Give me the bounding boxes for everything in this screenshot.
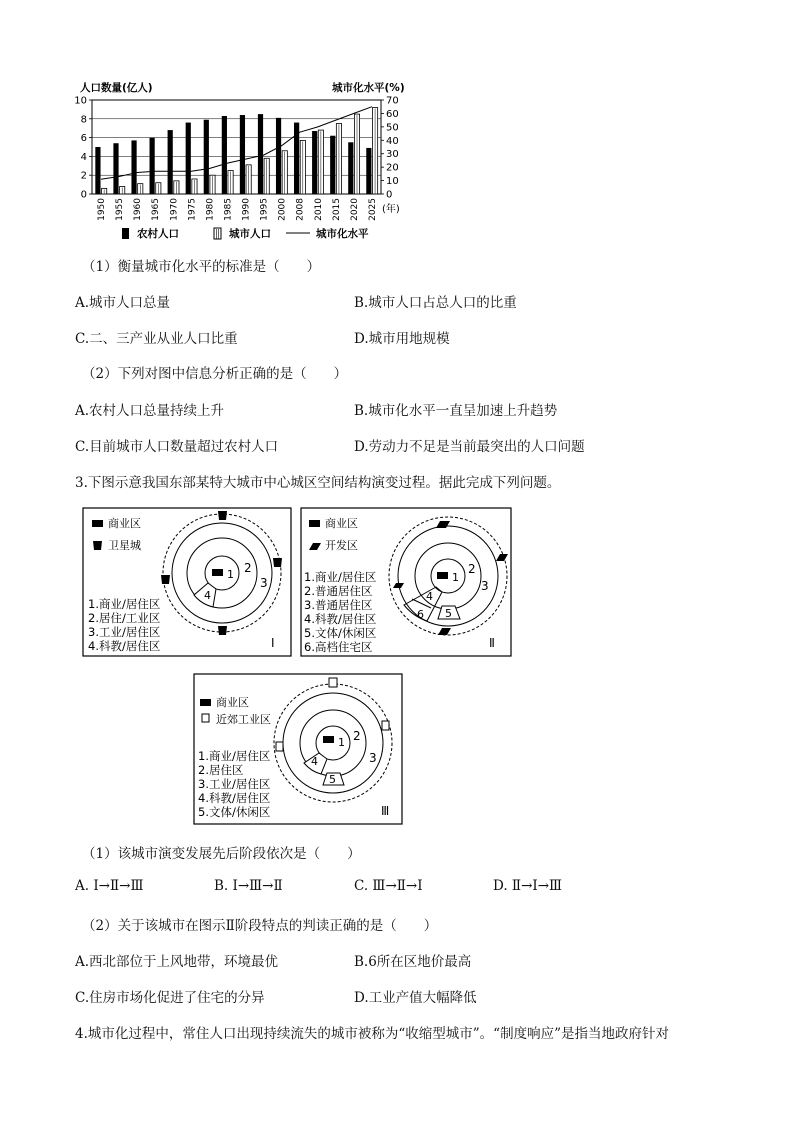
x-tick-label: 2015 (331, 198, 342, 221)
list-item: 1.商业/居住区 (198, 749, 271, 763)
commercial-area-icon (309, 520, 320, 527)
y-tick-label-right: 60 (386, 108, 399, 120)
commercial-area-icon (200, 699, 211, 706)
legend-line-label: 城市化水平 (316, 228, 369, 240)
y-tick-label-left: 2 (80, 170, 87, 182)
x-tick-label: 2000 (277, 198, 288, 221)
bar-rural-2025 (366, 148, 371, 194)
cbd-marker (437, 572, 448, 579)
diagram-label-3: Ⅲ (381, 804, 390, 818)
zone-2-label: 2 (468, 562, 476, 576)
zone-5-label: 5 (329, 773, 336, 786)
population-urbanization-chart (60, 76, 420, 246)
satellite-town-north-icon (218, 511, 227, 520)
y-tick-label-right: 20 (386, 162, 399, 174)
y-tick-label-right: 10 (386, 176, 399, 188)
list-item: 3.工业/居住区 (198, 777, 271, 791)
x-tick-label: 2020 (349, 198, 360, 221)
bar-rural-1950 (95, 147, 100, 194)
bar-rural-2010 (312, 131, 317, 194)
legend-rural-label: 农村人口 (137, 228, 179, 240)
list-item: 2.居住区 (198, 763, 244, 777)
list-item: 1.商业/居住区 (88, 597, 161, 611)
suburban-industry-west-icon (276, 742, 283, 751)
suburban-industry-icon (202, 714, 209, 722)
suburban-industry-north-icon (329, 678, 337, 687)
bar-rural-2020 (348, 142, 353, 194)
q2-sub1-stem: （1）衡量城市化水平的标准是（ ） (82, 259, 321, 275)
legend-development-zone: 开发区 (325, 539, 358, 552)
q3-sub1-option-a[interactable]: A. Ⅰ→Ⅱ→Ⅲ (75, 878, 144, 894)
legend-commercial: 商业区 (108, 517, 141, 530)
zone-3-label: 3 (481, 579, 489, 593)
q3-sub2-option-a[interactable]: A.西北部位于上风地带，环境最优 (75, 954, 279, 970)
zone-4-label: 4 (426, 590, 433, 603)
q4-stem: 4.城市化过程中，常住人口出现持续流失的城市被称为“收缩型城市”。“制度响应”是指当地政府针对 (75, 1026, 669, 1042)
x-tick-label: 2010 (313, 198, 324, 221)
list-item: 2.普通居住区 (304, 584, 373, 598)
x-tick-label: 1950 (97, 198, 108, 221)
bar-rural-1995 (258, 114, 263, 194)
list-item: 5.文体/休闲区 (304, 626, 377, 640)
city-structure-diagram-3 (193, 673, 403, 825)
x-tick-label: 1975 (187, 198, 198, 221)
zone-3-label: 3 (260, 576, 268, 590)
city-structure-diagram-1 (82, 507, 292, 657)
y-tick-label-left: 8 (80, 114, 87, 126)
x-tick-label: 1990 (241, 198, 252, 221)
bar-rural-1965 (150, 138, 155, 194)
bar-rural-1990 (240, 115, 245, 194)
legend-satellite-town: 卫星城 (108, 539, 141, 552)
cbd-marker (212, 569, 223, 576)
zone-1-label: 1 (227, 568, 234, 581)
zone-1-label: 1 (452, 571, 459, 584)
x-tick-label: 2008 (295, 198, 306, 221)
y-ticks-right (381, 96, 399, 201)
x-tick-label: 1980 (205, 198, 216, 221)
list-item: 1.商业/居住区 (304, 570, 377, 584)
q2-sub2-option-a[interactable]: A.农村人口总量持续上升 (75, 403, 225, 419)
list-item: 4.科教/居住区 (88, 639, 161, 653)
q3-sub2-option-b[interactable]: B.6所在区地价最高 (354, 954, 472, 970)
city-structure-diagram-2 (300, 507, 512, 657)
list-item: 2.居住/工业区 (88, 611, 161, 625)
legend-commercial: 商业区 (216, 696, 249, 709)
zone-2-label: 2 (353, 729, 361, 743)
x-unit-label: (年) (382, 204, 400, 215)
legend-urban-swatch (214, 228, 221, 239)
x-tick-label: 1995 (259, 198, 270, 221)
cbd-marker (323, 736, 334, 743)
suburban-industry-east-icon (382, 721, 389, 730)
y-axis-left-label: 人口数量(亿人) (80, 82, 153, 94)
legend-rural-swatch (122, 228, 129, 239)
zone-2-label: 2 (244, 561, 252, 575)
bar-rural-1985 (222, 116, 227, 194)
x-tick-label: 1960 (133, 198, 144, 221)
x-tick-label: 2025 (367, 198, 378, 221)
bar-rural-2015 (330, 136, 335, 194)
satellite-town-west-icon (161, 575, 170, 584)
y-tick-label-right: 50 (386, 122, 399, 134)
x-tick-label: 1965 (151, 198, 162, 221)
bar-rural-1980 (204, 120, 209, 194)
list-item: 3.普通居住区 (304, 598, 373, 612)
q2-sub1-option-c[interactable]: C.二、三产业从业人口比重 (75, 331, 238, 347)
satellite-town-south-icon (218, 626, 227, 635)
satellite-town-east-icon (273, 558, 282, 567)
zone-5-label: 5 (445, 607, 452, 620)
list-item: 3.工业/居住区 (88, 625, 161, 639)
legend-urban-label: 城市人口 (229, 228, 271, 240)
q3-sub2-option-d[interactable]: D.工业产值大幅降低 (354, 990, 477, 1006)
legend-commercial: 商业区 (325, 517, 358, 530)
satellite-town-icon (93, 541, 102, 550)
legend-suburban-industry: 近郊工业区 (216, 713, 271, 726)
zone-1-label: 1 (338, 736, 345, 749)
y-tick-label-left: 4 (80, 151, 87, 163)
q2-sub1-option-b[interactable]: B.城市人口占总人口的比重 (354, 295, 517, 311)
diagram-label-1: Ⅰ (271, 636, 275, 650)
list-item: 5.文体/休闲区 (198, 805, 271, 819)
commercial-area-icon (92, 520, 103, 527)
zone-4-label: 4 (204, 589, 211, 602)
y-tick-label-right: 0 (386, 189, 393, 201)
q3-sub2-stem: （2）关于该城市在图示Ⅱ阶段特点的判读正确的是（ ） (82, 918, 438, 934)
q3-sub1-option-b[interactable]: B. Ⅰ→Ⅲ→Ⅱ (214, 878, 283, 894)
q2-sub2-option-c[interactable]: C.目前城市人口数量超过农村人口 (75, 439, 279, 455)
q2-sub1-option-a[interactable]: A.城市人口总量 (75, 295, 171, 311)
bar-rural-1970 (168, 130, 173, 194)
y-axis-right-label: 城市化水平(%) (332, 82, 405, 94)
y-tick-label-right: 30 (386, 149, 399, 161)
q3-sub2-option-c[interactable]: C.住房市场化促进了住宅的分异 (75, 990, 265, 1006)
zone-3-label: 3 (369, 751, 377, 765)
q3-sub1-option-c[interactable]: C. Ⅲ→Ⅱ→Ⅰ (354, 878, 423, 894)
list-item: 4.科教/居住区 (198, 791, 271, 805)
list-item: 4.科教/居住区 (304, 612, 377, 626)
q3-sub1-option-d[interactable]: D. Ⅱ→Ⅰ→Ⅲ (493, 878, 563, 894)
q2-sub2-stem: （2）下列对图中信息分析正确的是（ ） (82, 366, 348, 382)
y-tick-label-right: 70 (386, 95, 399, 107)
zone-6-label: 6 (417, 608, 424, 621)
diagram-label-2: Ⅱ (489, 636, 495, 650)
x-tick-labels (97, 198, 378, 221)
q2-sub2-option-d[interactable]: D.劳动力不足是当前最突出的人口问题 (354, 439, 585, 455)
q2-sub2-option-b[interactable]: B.城市化水平一直呈加速上升趋势 (354, 403, 558, 419)
zone-4-label: 4 (311, 755, 318, 768)
bar-rural-1955 (113, 143, 118, 194)
q2-sub1-option-d[interactable]: D.城市用地规模 (354, 331, 450, 347)
bar-rural-2000 (276, 118, 281, 194)
q3-sub1-stem: （1）该城市演变发展先后阶段依次是（ ） (82, 846, 361, 862)
q3-stem: 3.下图示意我国东部某特大城市中心城区空间结构演变过程。据此完成下列问题。 (75, 475, 561, 491)
y-tick-label-left: 6 (80, 133, 87, 145)
y-tick-label-left: 10 (74, 95, 87, 107)
bar-rural-1960 (131, 140, 136, 194)
y-tick-label-left: 0 (80, 189, 87, 201)
x-tick-label: 1985 (223, 198, 234, 221)
x-tick-label: 1970 (169, 198, 180, 221)
y-tick-label-right: 40 (386, 135, 399, 147)
y-ticks-left (74, 96, 92, 201)
list-item: 6.高档住宅区 (304, 640, 373, 654)
x-tick-label: 1955 (115, 198, 126, 221)
bar-rural-1975 (186, 123, 191, 194)
